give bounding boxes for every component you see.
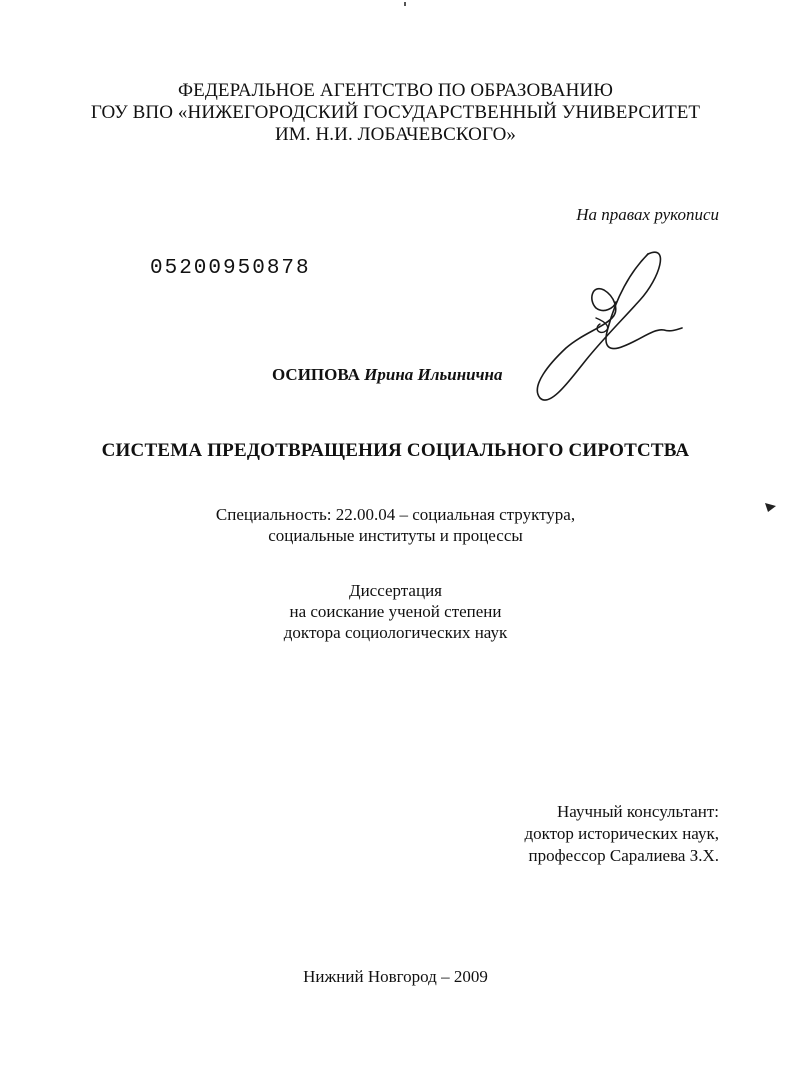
specialty-line-2: социальные институты и процессы	[268, 526, 523, 545]
margin-mark-icon	[764, 500, 778, 514]
consultant-line-2: доктор исторических наук,	[524, 824, 719, 843]
dissertation-title: СИСТЕМА ПРЕДОТВРАЩЕНИЯ СОЦИАЛЬНОГО СИРОТСТВА	[101, 440, 690, 461]
scan-speck	[404, 2, 406, 6]
city-year: Нижний Новгород – 2009	[303, 967, 488, 986]
institution-header	[0, 80, 791, 146]
catalog-number: 05200950878	[150, 257, 311, 280]
consultant-line-3: профессор Саралиева З.Х.	[528, 846, 719, 865]
consultant-line-1: Научный консультант:	[557, 802, 719, 821]
dissertation-block	[0, 580, 791, 643]
dissertation-line-1: Диссертация	[348, 581, 442, 600]
author-name	[272, 365, 502, 385]
header-line-3: ИМ. Н.И. ЛОБАЧЕВСКОГО»	[274, 124, 517, 145]
author-given-names: Ирина Ильинична	[364, 365, 503, 384]
specialty-block	[0, 504, 791, 546]
dissertation-line-3: доктора социологических наук	[283, 623, 508, 642]
consultant-block	[524, 801, 719, 867]
signature-image	[530, 248, 690, 406]
header-line-2: ГОУ ВПО «НИЖЕГОРОДСКИЙ ГОСУДАРСТВЕННЫЙ УНИВЕРСИТЕТ	[90, 102, 701, 123]
author-surname: ОСИПОВА	[272, 365, 360, 384]
header-line-1: ФЕДЕРАЛЬНОЕ АГЕНТСТВО ПО ОБРАЗОВАНИЮ	[178, 80, 613, 101]
specialty-line-1: Специальность: 22.00.04 – социальная структура,	[215, 505, 576, 524]
manuscript-note: На правах рукописи	[576, 205, 719, 224]
dissertation-line-2: на соискание ученой степени	[289, 602, 502, 621]
